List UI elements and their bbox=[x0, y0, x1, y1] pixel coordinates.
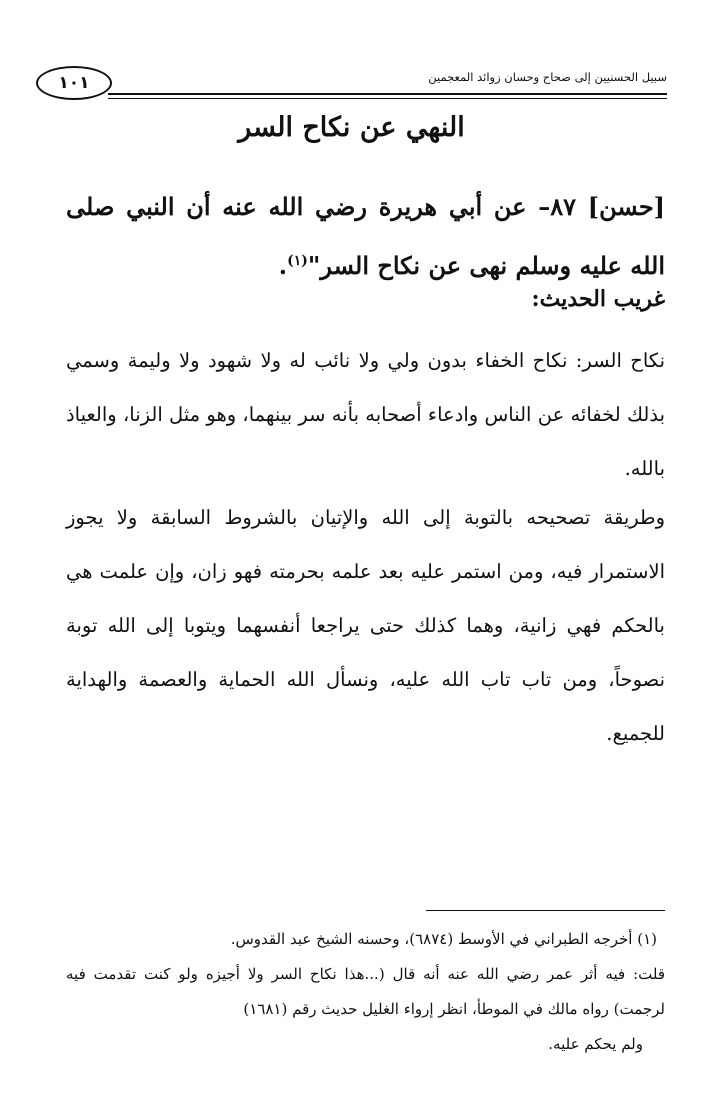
footnote-1: (١) أخرجه الطبراني في الأوسط (٦٨٧٤)، وحسنه الشيخ عبد القدوس. bbox=[230, 930, 657, 948]
hadith-body: عن أبي هريرة رضي الله عنه أن النبي صلى الله عليه وسلم نهى عن نكاح السر" bbox=[66, 192, 665, 280]
running-title: سبيل الحسنيين إلى صحاح وحسان زوائد المعجمين bbox=[428, 70, 667, 84]
gharib-heading: غريب الحديث: bbox=[531, 286, 665, 312]
chapter-title: النهي عن نكاح السر bbox=[238, 112, 465, 143]
header-rule-thin bbox=[108, 98, 667, 99]
hadith-text bbox=[66, 180, 665, 293]
hadith-number: ٨٧– bbox=[538, 192, 577, 221]
hadith-end: . bbox=[278, 251, 288, 280]
footnote-marker: (١) bbox=[287, 253, 308, 269]
footnotes bbox=[66, 922, 665, 1062]
header-rule-thick bbox=[108, 93, 667, 95]
page-number bbox=[36, 66, 112, 100]
gharib-paragraph-1: نكاح السر: نكاح الخفاء بدون ولي ولا نائب له ولا شهود ولا وليمة وسمي بذلك لخفائه عن الناس وادعاء أصحابه بأنه سر بينهما، وهو مثل الزنا، والعياذ بالله. bbox=[66, 349, 665, 480]
page-number-text: ١٠١ bbox=[58, 73, 90, 93]
footnote-comment-end: ولم يحكم عليه. bbox=[548, 1035, 643, 1053]
hadith-grade: [حسن] bbox=[587, 192, 666, 221]
gharib-paragraph-2: وطريقة تصحيحه بالتوبة إلى الله والإتيان بالشروط السابقة ولا يجوز الاستمرار فيه، ومن استمر عليه بعد علمه بحرمته فهو زان، وإن علمت هي بالحكم فهي زانية، وهما كذلك حتى يراجعا أنفسهما ويتوبا إلى الله توبة نصوحاً، ومن تاب تاب الله عليه، ونسأل الله الحماية والعصمة والهداية للجميع. bbox=[66, 506, 665, 745]
footnote-rule bbox=[426, 910, 665, 911]
footnote-comment: قلت: فيه أثر عمر رضي الله عنه أنه قال (...هذا نكاح السر ولا أجيزه ولو كنت تقدمت فيه لرجمت) رواه مالك في الموطأ، انظر إرواء الغليل حديث رقم (١٦٨١) bbox=[66, 965, 665, 1018]
